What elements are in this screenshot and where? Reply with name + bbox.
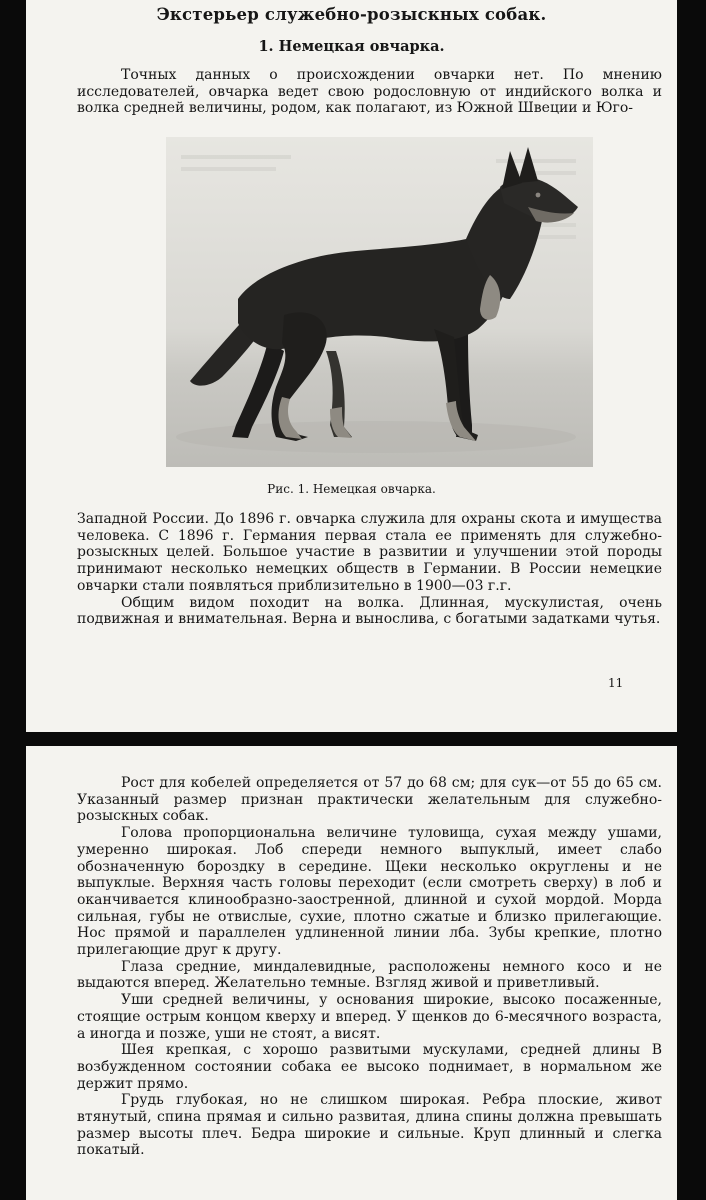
dog-illustration — [166, 137, 593, 467]
german-shepherd-photo — [166, 137, 593, 467]
general-appearance-paragraph: Общим видом походит на волка. Длинная, мускулистая, очень подвижная и внимательная. Верна и вынослива, с богатыми задатками чутья. — [77, 594, 662, 628]
head-paragraph: Голова пропорциональна величине туловища, сухая между ушами, умеренно широкая. Лоб спереди немного выпуклый, имеет слабо обозначенную бороздку в середине. Щеки несколько округлены и не выпуклые. Верхняя часть головы переходит (если смотреть сверху) в лоб и оканчивается клинообразно-заостренной, длинной и сухой мордой. Морда сильная, губы не отвислые, сухие, плотно сжатые и близко прилегающие. Нос прямой и параллелен удлиненной линии лба. Зубы крепкие, плотно прилегающие друг к другу. — [77, 825, 662, 959]
page-number: 11 — [608, 676, 624, 690]
neck-paragraph: Шея крепкая, с хорошо развитыми мускулами, средней длины В возбужденном состоянии собака ее высоко поднимает, в нормальном же держит прямо. — [77, 1042, 662, 1092]
intro-paragraph: Точных данных о происхождении овчарки нет. По мнению исследователей, овчарка ведет свою родословную от индийского волка и волка средней величины, родом, как полагают, из Южной Швеции и Юго- — [77, 67, 662, 117]
standard-text-block — [77, 775, 662, 1159]
height-paragraph: Рост для кобелей определяется от 57 до 68 см; для сук—от 55 до 65 см. Указанный размер признан практически желательным для служебно-розыскных собак. — [77, 775, 662, 825]
continuation-paragraph: Западной России. До 1896 г. овчарка служила для охраны скота и имущества человека. С 1896 г. Германия первая стала ее применять для служебно-розыскных целей. Большое участие в развитии и улучшении этой породы принимают несколько немецких обществ в Германии. В России немецкие овчарки стали появляться приблизительно в 1900—03 г.г. — [77, 511, 662, 594]
figure-caption: Рис. 1. Немецкая овчарка. — [267, 482, 436, 496]
book-page-11 — [26, 0, 677, 732]
intro-text-block — [77, 67, 662, 117]
chest-paragraph: Грудь глубокая, но не слишком широкая. Ребра плоские, живот втянутый, спина прямая и сильно развитая, длина спины должна превышать размер высоты плеч. Бедра широкие и сильные. Круп длинный и слегка покатый. — [77, 1092, 662, 1159]
book-page-12 — [26, 746, 677, 1200]
body-text-block — [77, 511, 662, 628]
ears-paragraph: Уши средней величины, у основания широкие, высоко посаженные, стоящие острым концом кверху и вперед. У щенков до 6-месячного возраста, а иногда и позже, уши не стоят, а висят. — [77, 992, 662, 1042]
chapter-title: Экстерьер служебно-розыскных собак. — [156, 5, 547, 24]
eyes-paragraph: Глаза средние, миндалевидные, расположены немного косо и не выдаются вперед. Желательно темные. Взгляд живой и приветливый. — [77, 958, 662, 992]
section-heading: 1. Немецкая овчарка. — [258, 38, 445, 55]
